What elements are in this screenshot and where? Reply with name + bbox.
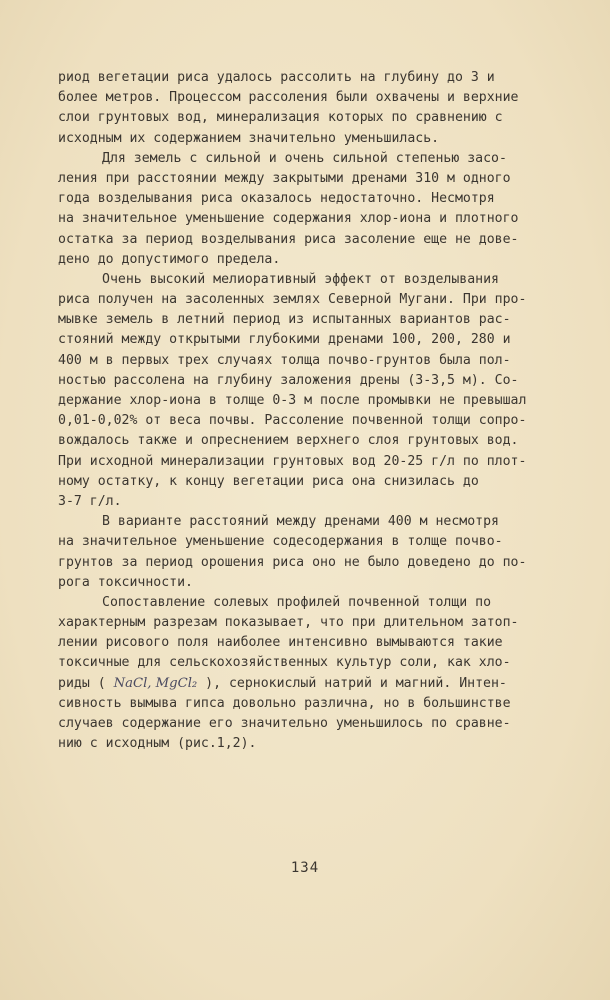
text-line: риод вегетации риса удалось рассолить на глубину до 3 и bbox=[58, 70, 495, 85]
text-line: 0,01-0,02% от веса почвы. Рассоление почвенной толщи сопро- bbox=[58, 413, 527, 429]
text-line: на значительное уменьшение содесодержания в толще почво- bbox=[58, 534, 503, 550]
paragraph-5 bbox=[58, 593, 578, 755]
paragraph-2 bbox=[58, 149, 578, 270]
document-body bbox=[58, 68, 578, 754]
text-line: держание хлор-иона в толще 0-3 м после промывки не превышал bbox=[58, 393, 527, 408]
formula-prefix: риды ( bbox=[58, 675, 114, 691]
paragraph-1 bbox=[58, 68, 578, 149]
text-line: 400 м в первых трех случаях толща почво-грунтов была пол- bbox=[58, 352, 511, 368]
text-line: сивность вымыва гипса довольно различна, но в большинстве bbox=[58, 695, 511, 711]
text-line: грунтов за период орошения риса оно не было доведено до по- bbox=[58, 554, 527, 570]
text-line: ления при расстоянии между закрытыми дренами 310 м одного bbox=[58, 170, 511, 186]
text-line: В варианте расстояний между дренами 400 м несмотря bbox=[102, 514, 499, 530]
text-line: остатка за период возделывания риса засоление еще не дове- bbox=[58, 231, 519, 247]
formula-line bbox=[58, 674, 578, 694]
text-line: на значительное уменьшение содержания хлор-иона и плотного bbox=[58, 211, 519, 227]
text-line: слои грунтовых вод, минерализация которых по сравнению с bbox=[58, 110, 503, 126]
text-line: нию с исходным (рис.1,2). bbox=[58, 736, 257, 752]
formula-suffix: ), сернокислый натрий и магний. Интен- bbox=[197, 675, 507, 691]
text-line: Очень высокий мелиоративный эффект от возделывания bbox=[102, 271, 499, 287]
text-line: более метров. Процессом рассоления были охвачены и верхние bbox=[58, 90, 519, 106]
paragraph-3 bbox=[58, 270, 578, 512]
text-line: токсичные для сельскохозяйственных культур соли, как хло- bbox=[58, 655, 511, 671]
text-line: исходным их содержанием значительно уменьшилась. bbox=[58, 130, 440, 146]
text-line: мывке земель в летний период из испытанных вариантов рас- bbox=[58, 312, 511, 328]
text-line: рога токсичности. bbox=[58, 574, 193, 590]
page-number: 134 bbox=[290, 860, 320, 876]
text-line: лении рисового поля наиболее интенсивно вымываются такие bbox=[58, 635, 503, 651]
text-line: ному остатку, к концу вегетации риса она снизилась до bbox=[58, 473, 479, 489]
text-line: стояний между открытыми глубокими дренами 100, 200, 280 и bbox=[58, 332, 511, 348]
text-line: При исходной минерализации грунтовых вод 20-25 г/л по плот- bbox=[58, 453, 527, 469]
handwritten-formula: NaCl, MgCl₂ bbox=[113, 675, 198, 691]
text-line: ностью рассолена на глубину заложения дрены (3-3,5 м). Со- bbox=[58, 372, 519, 388]
text-line: характерным разрезам показывает, что при длительном затоп- bbox=[58, 615, 519, 631]
paragraph-4 bbox=[58, 512, 578, 593]
text-line: Сопоставление солевых профилей почвенной толщи по bbox=[102, 594, 492, 610]
text-line: риса получен на засоленных землях Северной Мугани. При про- bbox=[58, 292, 527, 308]
text-line: дено до допустимого предела. bbox=[58, 251, 281, 267]
text-line: вождалось также и опреснением верхнего слоя грунтовых вод. bbox=[58, 433, 519, 449]
text-line: случаев содержание его значительно уменьшилось по сравне- bbox=[58, 716, 511, 731]
text-line: 3-7 г/л. bbox=[58, 493, 122, 509]
text-line: Для земель с сильной и очень сильной степенью засо- bbox=[102, 150, 507, 166]
text-line: года возделывания риса оказалось недостаточно. Несмотря bbox=[58, 191, 495, 207]
